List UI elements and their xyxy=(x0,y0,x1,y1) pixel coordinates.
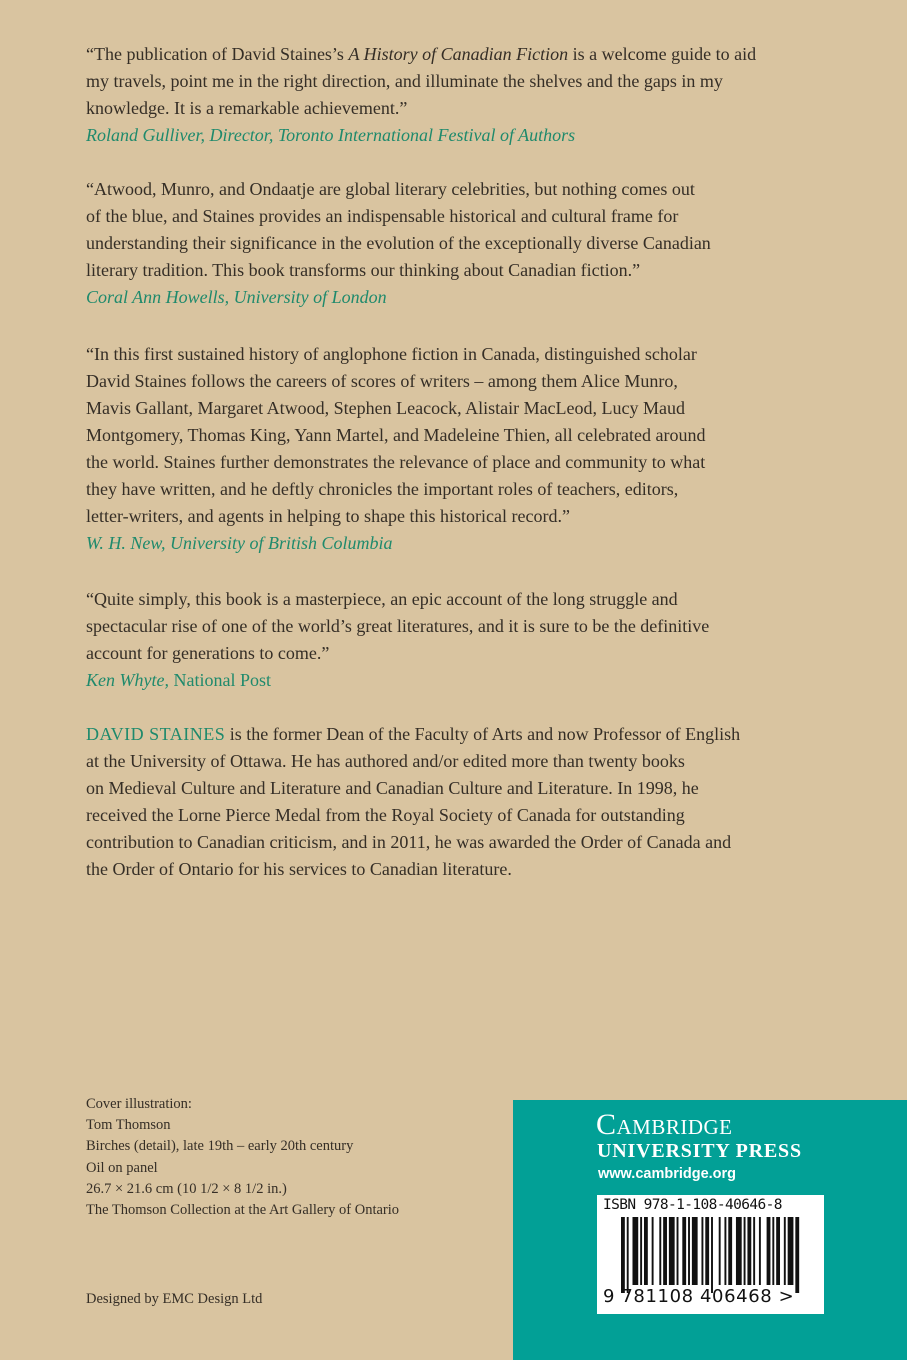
text-segment: is a welcome guide to aid xyxy=(568,44,757,64)
text-segment: on Medieval Culture and Literature and Canadian Culture and Literature. In 1998, he xyxy=(86,778,699,798)
barcode-bar xyxy=(795,1217,799,1293)
text-segment: Montgomery, Thomas King, Yann Martel, and Madeleine Thien, all celebrated around xyxy=(86,425,706,445)
quote-line xyxy=(86,613,709,640)
barcode-bar xyxy=(776,1217,780,1285)
cover-credits xyxy=(86,1094,399,1221)
quote-line xyxy=(86,176,711,203)
quote-line xyxy=(86,257,711,284)
barcode-bar xyxy=(701,1217,703,1285)
barcode-bar xyxy=(652,1217,654,1285)
quote-line xyxy=(86,640,709,667)
barcode-bar xyxy=(669,1217,675,1285)
text-segment: at the University of Ottawa. He has authored and/or edited more than twenty books xyxy=(86,751,685,771)
barcode-bar xyxy=(677,1217,679,1285)
quote-line xyxy=(86,368,706,395)
author-bio xyxy=(86,721,740,883)
barcode-bar xyxy=(767,1217,771,1285)
barcode-bar xyxy=(644,1217,648,1285)
barcode-bar xyxy=(753,1217,755,1285)
publisher-logo-name: Cambridge xyxy=(596,1108,733,1141)
text-segment: received the Lorne Pierce Medal from the Royal Society of Canada for outstanding xyxy=(86,805,685,825)
text-segment: the world. Staines further demonstrates the relevance of place and community to what xyxy=(86,452,706,472)
bio-line xyxy=(86,802,740,829)
text-segment: “Atwood, Munro, and Ondaatje are global literary celebrities, but nothing comes out xyxy=(86,179,695,199)
text-segment: letter-writers, and agents in helping to shape this historical record.” xyxy=(86,506,570,526)
credit-line: Birches (detail), late 19th – early 20th century xyxy=(86,1138,354,1155)
publisher-panel xyxy=(513,1100,907,1360)
text-segment: Mavis Gallant, Margaret Atwood, Stephen Leacock, Alistair MacLeod, Lucy Maud xyxy=(86,398,686,418)
quote-attribution xyxy=(86,667,709,694)
text-segment: Roland Gulliver, Director, Toronto International Festival of Authors xyxy=(86,125,576,145)
endorsement-quote xyxy=(86,41,756,149)
barcode-bar xyxy=(688,1217,690,1285)
author-name: DAVID STAINES xyxy=(86,724,226,744)
publication-name: National Post xyxy=(173,670,271,690)
text-segment: my travels, point me in the right direction, and illuminate the shelves and the gaps in my xyxy=(86,71,723,91)
barcode-digits: 9 781108 406468 > xyxy=(603,1286,795,1307)
quote-line xyxy=(86,586,709,613)
text-segment: contribution to Canadian criticism, and in 2011, he was awarded the Order of Canada and xyxy=(86,832,732,852)
quote-line xyxy=(86,449,706,476)
quote-line xyxy=(86,68,756,95)
quote-line xyxy=(86,395,706,422)
bio-line xyxy=(86,748,740,775)
barcode-bar xyxy=(719,1217,721,1285)
credit-line: 26.7 × 21.6 cm (10 1/2 × 8 1/2 in.) xyxy=(86,1180,287,1197)
publisher-logo-subtitle: UNIVERSITY PRESS xyxy=(597,1140,802,1162)
quote-line xyxy=(86,95,756,122)
barcode-bar xyxy=(659,1217,661,1285)
text-segment: “Quite simply, this book is a masterpiece, an epic account of the long struggle and xyxy=(86,589,678,609)
text-segment: of the blue, and Staines provides an indispensable historical and cultural frame for xyxy=(86,206,679,226)
credit-line: The Thomson Collection at the Art Gallery of Ontario xyxy=(86,1201,400,1218)
text-segment: Ken Whyte, xyxy=(86,670,174,690)
designer-credit: Designed by EMC Design Ltd xyxy=(86,1291,263,1307)
text-segment: Coral Ann Howells, University of London xyxy=(86,287,387,307)
publisher-website: www.cambridge.org xyxy=(598,1166,737,1182)
barcode-bar xyxy=(705,1217,709,1285)
text-segment: is the former Dean of the Faculty of Arts and now Professor of English xyxy=(225,724,741,744)
quote-line xyxy=(86,230,711,257)
endorsement-quote xyxy=(86,341,706,557)
text-segment: W. H. New, University of British Columbia xyxy=(86,533,393,553)
bio-line xyxy=(86,775,740,802)
barcode-bar xyxy=(724,1217,726,1285)
quote-attribution xyxy=(86,122,756,149)
barcode-bar xyxy=(772,1217,774,1285)
barcode-bar xyxy=(736,1217,742,1285)
barcode-bar xyxy=(663,1217,667,1285)
barcode-bar xyxy=(627,1217,629,1293)
text-segment: spectacular rise of one of the world’s great literatures, and it is sure to be the definitive xyxy=(86,616,710,636)
credit-line: Oil on panel xyxy=(86,1159,158,1176)
text-segment: literary tradition. This book transforms our thinking about Canadian fiction.” xyxy=(86,260,641,280)
barcode-bars xyxy=(621,1217,803,1293)
barcode-bar xyxy=(632,1217,638,1285)
barcode-bar xyxy=(640,1217,642,1285)
bio-line xyxy=(86,721,740,748)
isbn-label: ISBN 978-1-108-40646-8 xyxy=(603,1197,782,1213)
credit-line: Cover illustration: xyxy=(86,1096,192,1112)
quote-line xyxy=(86,341,706,368)
barcode-bar xyxy=(784,1217,786,1285)
quote-line xyxy=(86,203,711,230)
text-segment: they have written, and he deftly chronicles the important roles of teachers, editors, xyxy=(86,479,679,499)
barcode-bar xyxy=(728,1217,732,1285)
barcode-bar xyxy=(711,1217,713,1293)
text-segment: understanding their significance in the evolution of the exceptionally diverse Canadian xyxy=(86,233,711,253)
barcode-bar xyxy=(788,1217,794,1285)
quote-attribution xyxy=(86,284,711,311)
barcode-bar xyxy=(682,1217,686,1285)
barcode-bar xyxy=(692,1217,698,1285)
text-segment: knowledge. It is a remarkable achievement.” xyxy=(86,98,408,118)
text-segment: “In this first sustained history of anglophone fiction in Canada, distinguished scholar xyxy=(86,344,697,364)
text-segment: account for generations to come.” xyxy=(86,643,330,663)
credit-line: Tom Thomson xyxy=(86,1117,171,1134)
quote-line xyxy=(86,422,706,449)
quote-line xyxy=(86,476,706,503)
text-segment: the Order of Ontario for his services to Canadian literature. xyxy=(86,859,512,879)
bio-line xyxy=(86,829,740,856)
barcode-bar xyxy=(621,1217,625,1293)
quote-line xyxy=(86,503,706,530)
endorsement-quote xyxy=(86,586,709,694)
isbn-barcode xyxy=(597,1195,824,1314)
text-segment: David Staines follows the careers of scores of writers – among them Alice Munro, xyxy=(86,371,678,391)
quote-attribution xyxy=(86,530,706,557)
text-segment: “The publication of David Staines’s xyxy=(86,44,349,64)
barcode-bar xyxy=(744,1217,746,1285)
barcode-bar xyxy=(759,1217,761,1285)
book-title: A History of Canadian Fiction xyxy=(348,44,569,64)
bio-line xyxy=(86,856,740,883)
endorsement-quote xyxy=(86,176,711,311)
barcode-bar xyxy=(747,1217,751,1285)
quote-line xyxy=(86,41,756,68)
